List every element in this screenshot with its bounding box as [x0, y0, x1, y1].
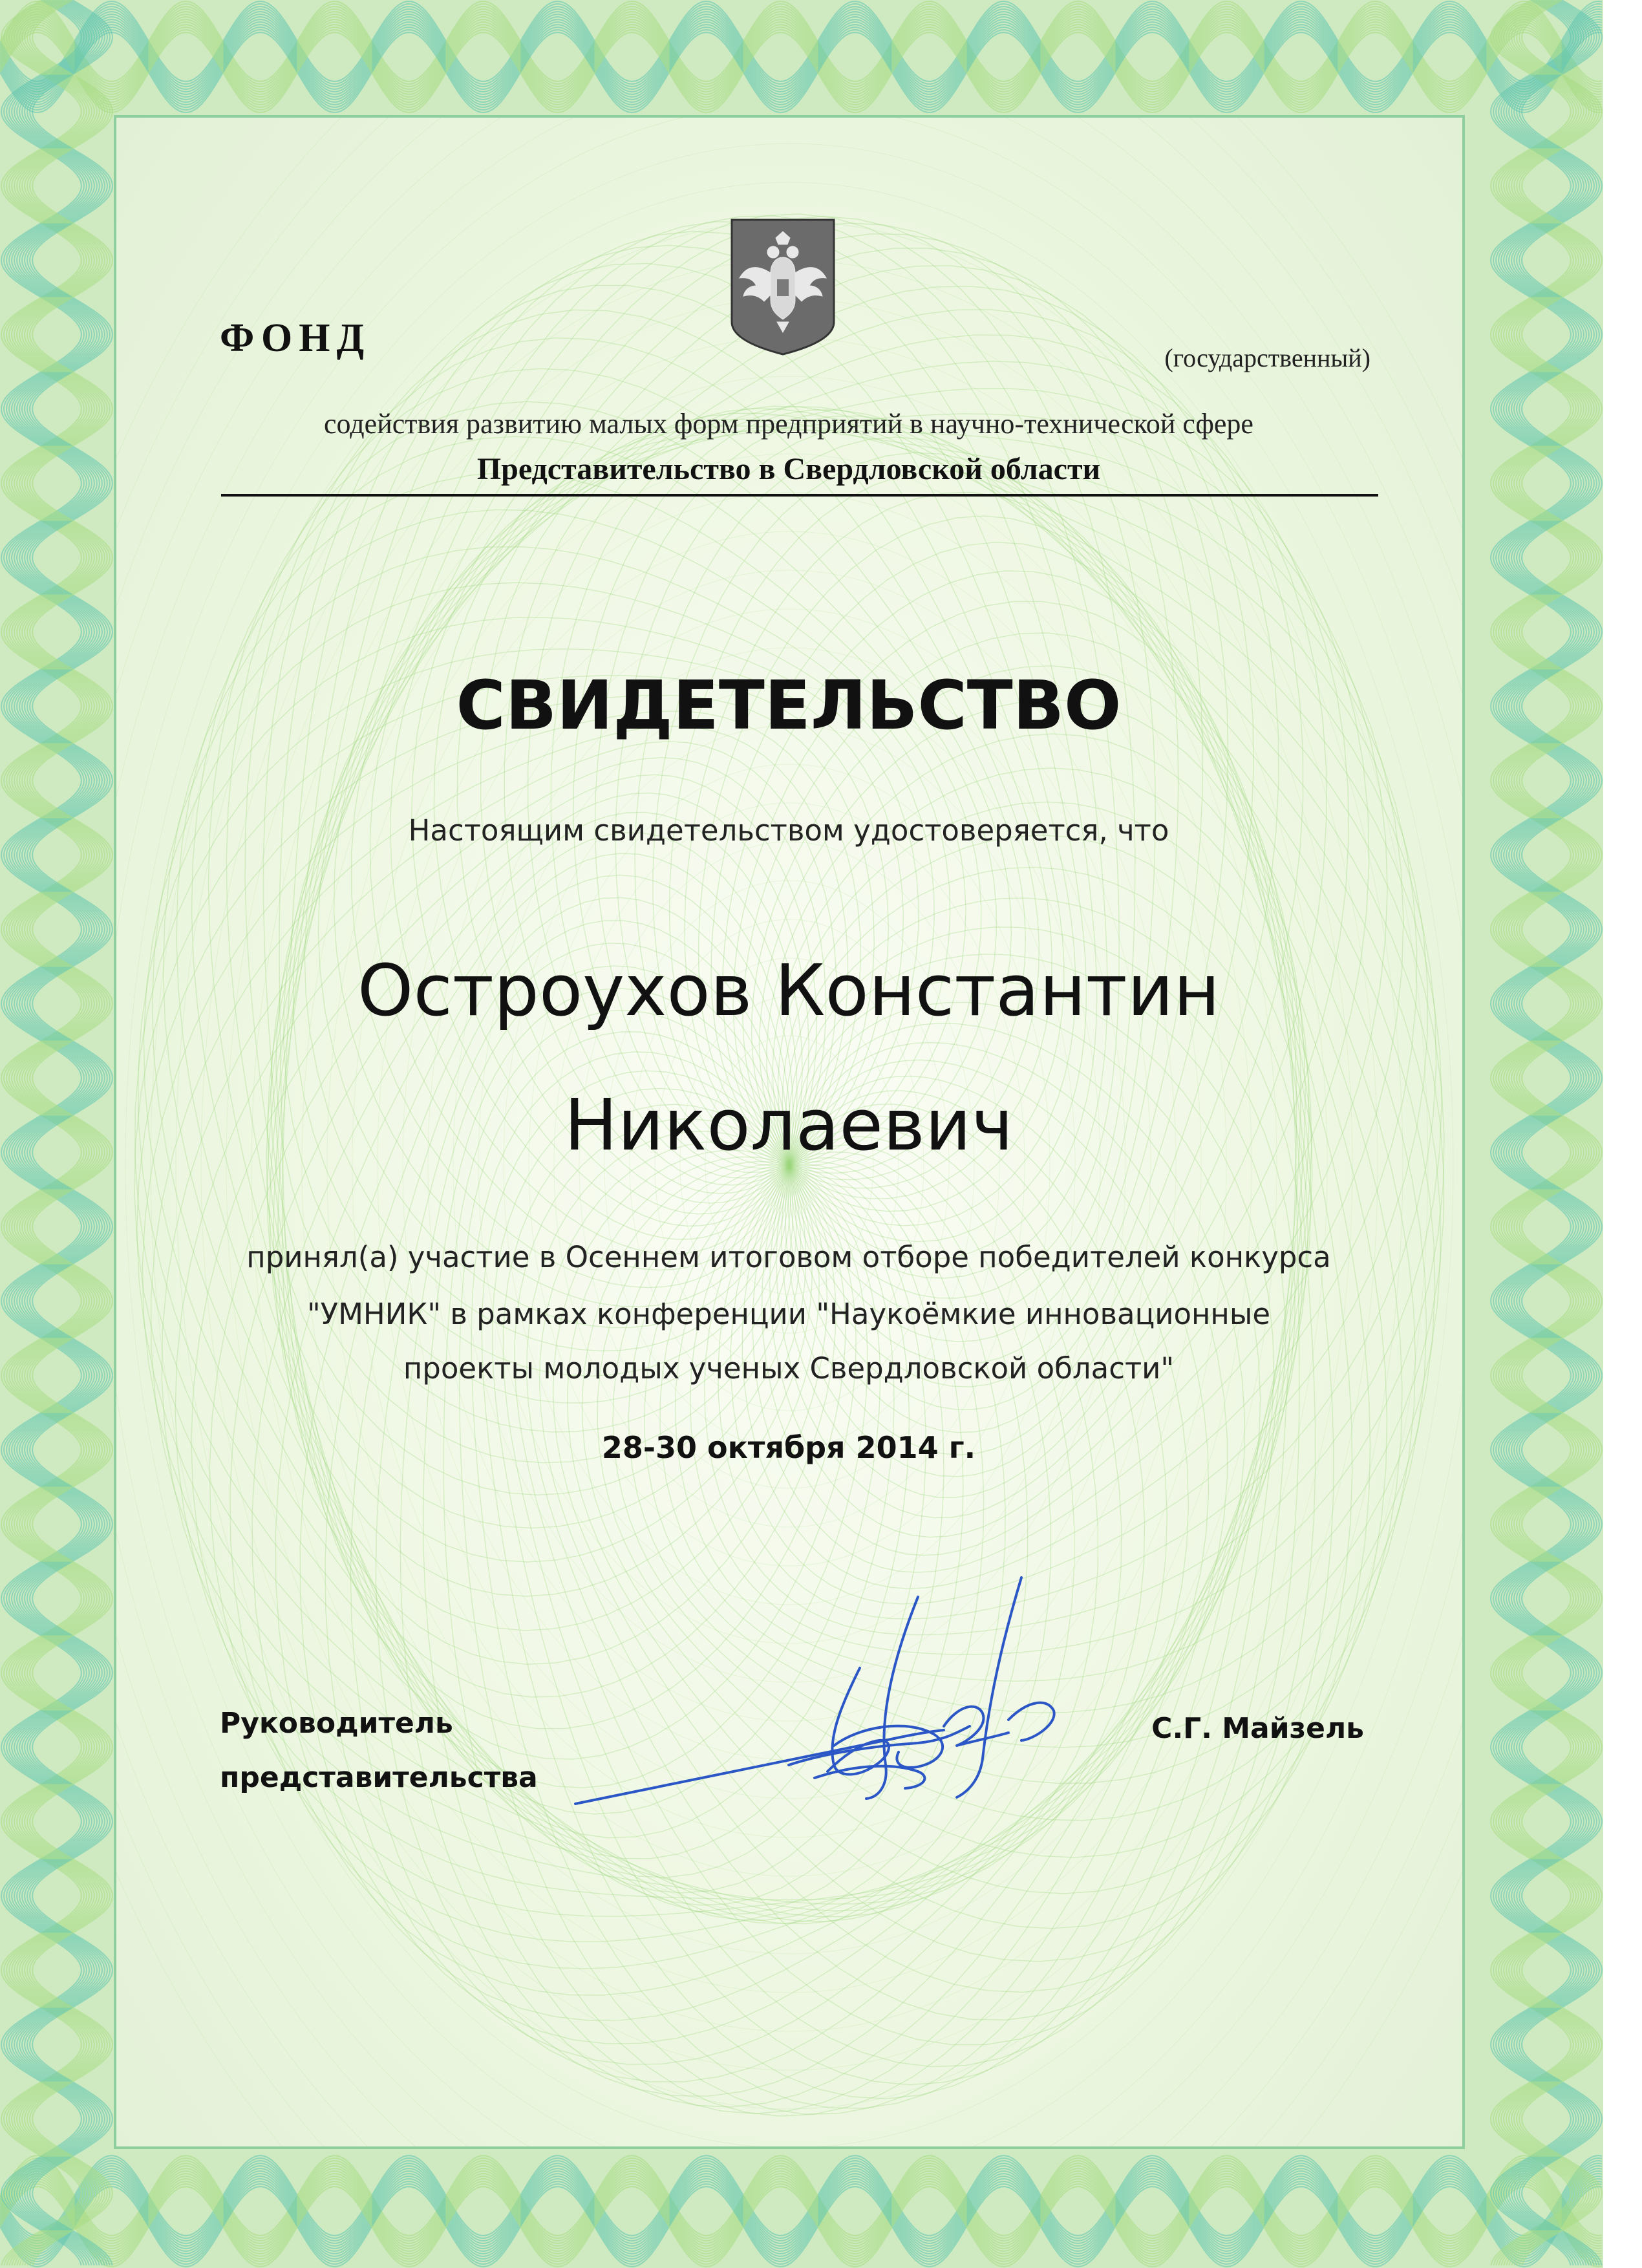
intro-text: Настоящим свидетельством удостоверяется, что — [408, 813, 1169, 848]
fund-purpose-text: содействия развитию малых форм предприятий в научно-технической сфере — [324, 408, 1253, 440]
body-text-line-1: принял(а) участие в Осеннем итоговом отборе победителей конкурса — [246, 1240, 1331, 1274]
signer-role-line-1: Руководитель — [220, 1707, 453, 1740]
header-divider — [221, 494, 1378, 497]
fund-type-label: (государственный) — [1164, 343, 1370, 372]
coat-of-arms-emblem — [730, 219, 835, 356]
recipient-name-line-2: Николаевич — [564, 1084, 1014, 1166]
recipient-name-line-1: Остроухов Константин — [357, 949, 1221, 1032]
document-title: СВИДЕТЕЛЬСТВО — [456, 666, 1122, 745]
signer-role-line-2: представительства — [220, 1761, 538, 1794]
fund-heading: ФОНД — [220, 316, 371, 360]
fund-branch-text: Представительство в Свердловской области — [476, 452, 1101, 486]
signer-name: С.Г. Майзель — [1151, 1712, 1364, 1745]
body-text-line-2: "УМНИК" в рамках конференции "Наукоёмкие инновационные — [306, 1297, 1271, 1331]
event-date: 28-30 октября 2014 г. — [601, 1430, 976, 1465]
body-text-line-3: проекты молодых ученых Свердловской области" — [403, 1351, 1175, 1385]
